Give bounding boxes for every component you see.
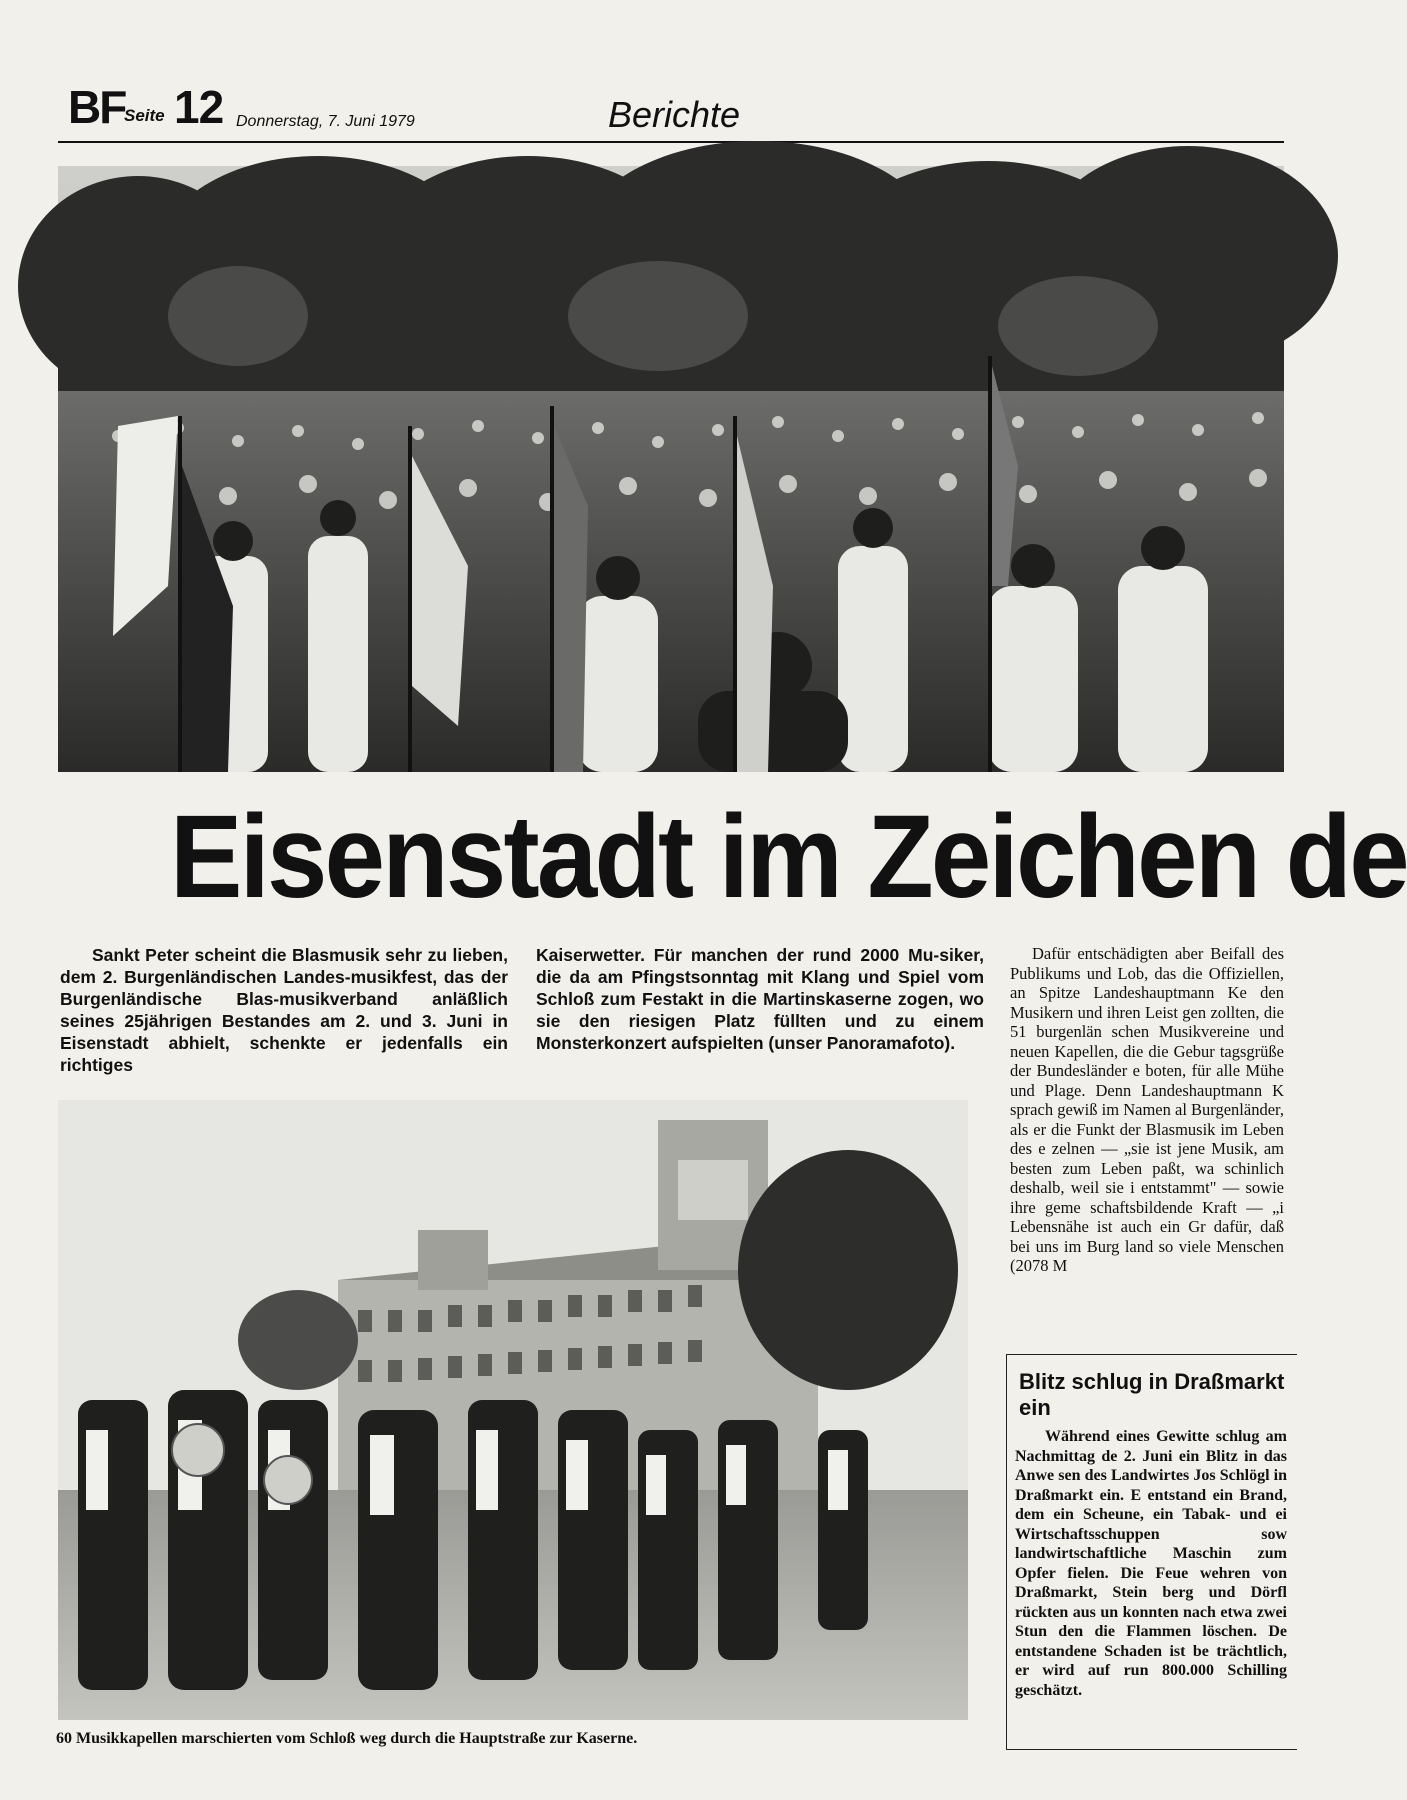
issue-date: Donnerstag, 7. Juni 1979 (236, 113, 415, 130)
page-number: 12 (174, 81, 224, 133)
march-photo (58, 1100, 968, 1720)
news-box-text: Während eines Gewitte schlug am Nachmittag de 2. Juni ein Blitz in das Anwe sen des Landwirtes Jos Schlögl in Draßmarkt ein. E entstand ein Brand, dem ein Scheune, ein Tabak- und ei Wirtschaftsschuppen sow landwirtschaftliche Maschin zum Opfer fielen. Die Feue wehren von Draßmarkt, Stein berg und Dörfl rückten aus un konnten nach etwa zwei Stun den die Flammen löschen. De entstandene Schaden ist be trächtlich, er wird auf run 800.000 Schilling geschätzt. (1015, 1428, 1287, 1699)
lead-paragraph-2: Kaiserwetter. Für manchen der rund 2000 Mu-siker, die da am Pfingstsonntag mit Klang und Spiel vom Schloß zum Festakt in die Martinskaserne zogen, wo sie den riesigen Platz füllten und zu einem Monsterkonzert aufspielten (unser Panoramafoto). (536, 945, 984, 1053)
headline: Eisenstadt im Zeichen de (170, 791, 1407, 923)
side-column-text: Dafür entschädigten aber Beifall des Publikums und Lob, das die Offiziellen, an Spitze Landeshauptmann Ke den Musikern und ihren Leist gen zollten, die 51 burgenlän schen Musikvereine und neuen Kapellen, die die Gebur tagsgrüße der Bundesländer e boten, für alle Mühe und Plage. Denn Landeshauptmann K sprach gewiß im Namen al Burgenländer, als er die Funkt der Blasmusik im Leben des e zelnen — „sie ist jene Musik, am besten zum Leben paßt, wa schinlich deshalb, weil sie i entstammt" — sowie ihre geme schaftsbildende Kraft — „i Lebensnähe ist auch ein Gr dafür, daß bei uns im Burg land so viele Menschen (2078 M (1010, 944, 1284, 1275)
news-box (1006, 1354, 1297, 1750)
news-box-title: Blitz schlug in Draßmarkt ein (1019, 1369, 1285, 1420)
page-label: Seite (124, 106, 165, 125)
lead-paragraph-1: Sankt Peter scheint die Blasmusik sehr zu lieben, dem 2. Burgenländischen Landes-musikfest, das der Burgenländische Blas-musikverband anläßlich seines 25jährigen Bestandes am 2. und 3. Juni in Eisenstadt abhielt, schenkte er jedenfalls ein richtiges (60, 945, 508, 1075)
march-photo-graphic (58, 1100, 968, 1720)
photo-caption: 60 Musikkapellen marschierten vom Schloß weg durch die Hauptstraße zur Kaserne. (56, 1730, 638, 1747)
panorama-photo (58, 166, 1284, 772)
panorama-photo-graphic (58, 166, 1284, 772)
section-title: Berichte (608, 94, 741, 135)
newspaper-logo: BF (68, 81, 126, 133)
header-rule (58, 141, 1284, 143)
